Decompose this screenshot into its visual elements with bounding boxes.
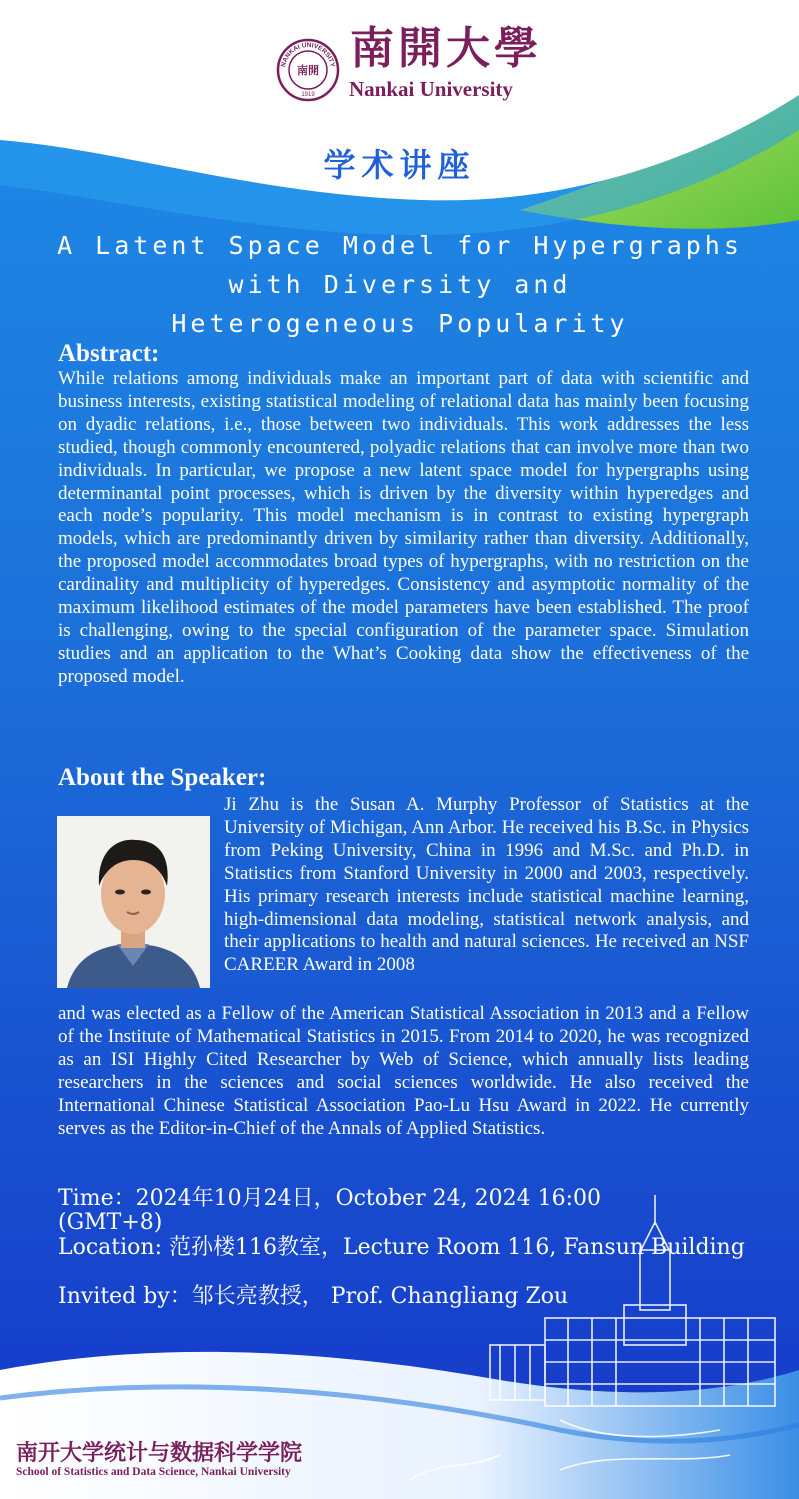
talk-title-line: Heterogeneous Popularity [171, 309, 629, 338]
talk-title-line: with Diversity and [228, 270, 572, 299]
talk-title [30, 226, 770, 343]
abstract-text: While relations among individuals make an important part of data with scientific and business interests, existing statistical modeling of relational data has mainly been focusing on dyadic relations, i.e., those between two individuals. This work addresses the less studied, though commonly encountered, polyadic relations that can involve more than two individuals. In particular, we propose a new latent space model for hypergraphs using determinantal point processes, which is driven by the diversity within hyperedges and each node’s popularity. This model mechanism is in contrast to existing hypergraph models, which are predominantly driven by similarity rather than diversity. Additionally, the proposed model accommodates broad types of hypergraphs, with no restriction on the cardinality and multiplicity of hyperedges. Consistency and asymptotic normality of the maximum likelihood estimates of the model parameters have been established. The proof is challenging, owing to the special configuration of the parameter space. Simulation studies and an application to the What’s Cooking data show the effectiveness of the proposed model. [58, 368, 749, 687]
lecture-location: Location: 范孙楼116教室，Lecture Room 116, Fansun Building [58, 1235, 745, 1260]
svg-text:南開: 南開 [297, 64, 319, 77]
speaker-heading: About the Speaker: [58, 764, 267, 791]
speaker-photo [57, 816, 210, 988]
lecture-subtitle: 学术讲座 [323, 146, 476, 184]
lecture-time: Time：2024年10月24日，October 24, 2024 16:00 (GMT+8) [58, 1186, 601, 1235]
speaker-bio-side: Ji Zhu is the Susan A. Murphy Professor of Statistics at the University of Michigan, Ann Arbor. He received his B.Sc. in Physics from Peking University, China in 1996 and M.Sc. and Ph.D. in Statistics from Stanford University in 2000 and 2003, respectively. His primary research interests include statistical machine learning, high-dimensional data modeling, statistical network analysis, and their applications to health and natural sciences. He received an NSF CAREER Award in 2008 [224, 794, 749, 976]
speaker-bio-full: and was elected as a Fellow of the American Statistical Association in 2013 and a Fellow of the Institute of Mathematical Statistics in 2015. From 2014 to 2020, he was recognized as an ISI Highly Cited Researcher by Web of Science, which annually lists leading researchers in the sciences and social sciences worldwide. He also received the International Chinese Statistical Association Pao-Lu Hsu Award in 2022. He currently serves as the Editor-in-Chief of the Annals of Applied Statistics. [58, 1003, 749, 1139]
abstract-heading: Abstract: [58, 340, 160, 367]
lecture-host: Invited by：邹长亮教授， Prof. Changliang Zou [58, 1284, 569, 1309]
talk-title-line: A Latent Space Model for Hypergraphs [57, 231, 743, 260]
nankai-logo-chinese: 南開大學 [350, 23, 542, 74]
svg-text:1919: 1919 [301, 92, 315, 98]
nankai-logo-english: Nankai University [349, 77, 513, 101]
school-name-english: School of Statistics and Data Science, Nankai University [16, 1466, 291, 1478]
nankai-seal-logo [276, 38, 340, 102]
svg-text:NANKAI UNIVERSITY: NANKAI UNIVERSITY [280, 41, 336, 68]
school-name-chinese: 南开大学统计与数据科学学院 [16, 1440, 303, 1466]
